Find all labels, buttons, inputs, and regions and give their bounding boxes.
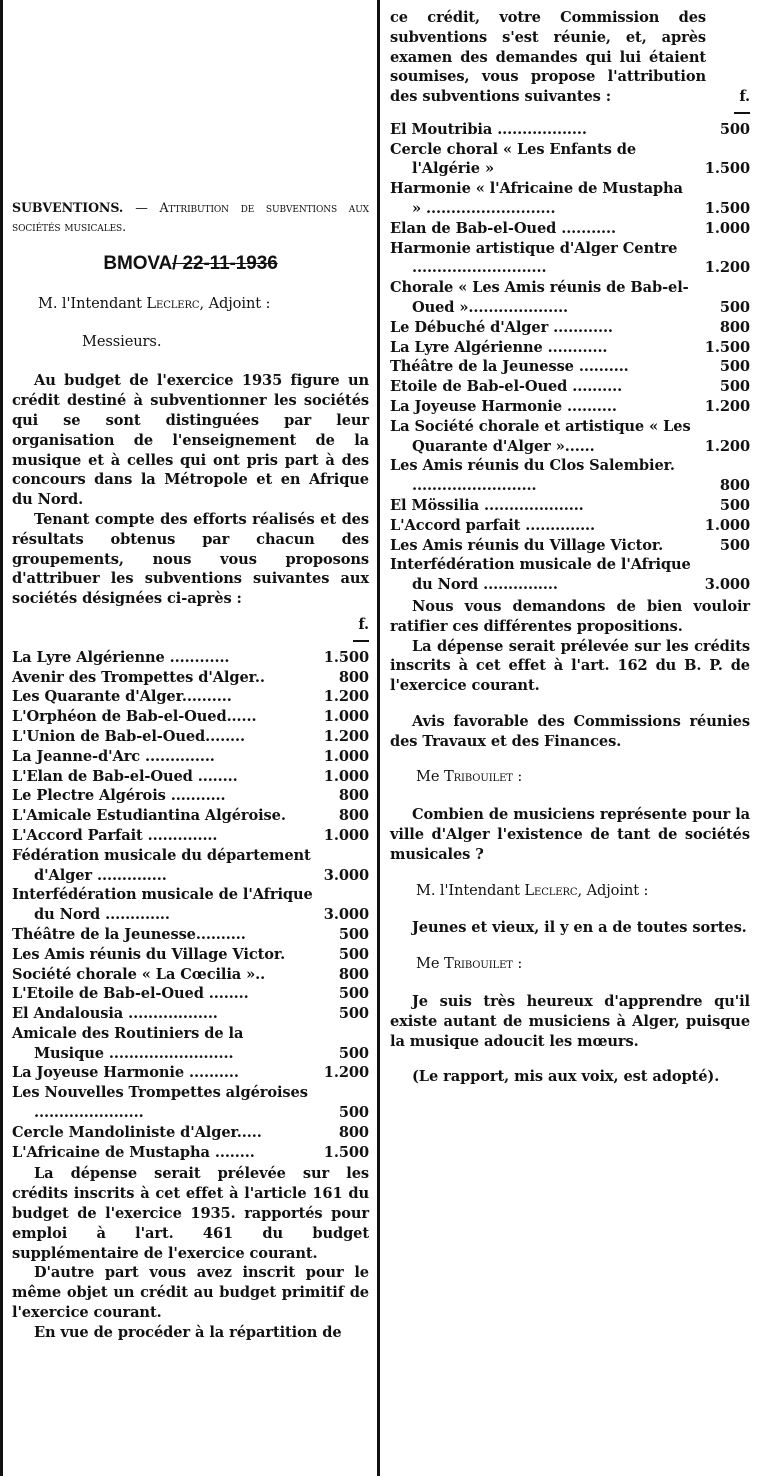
society-name: El Mössilia .................... [390, 496, 584, 514]
table-row [390, 338, 750, 358]
subsidy-amount: 500 [719, 536, 750, 554]
subsidy-amount: 800 [338, 807, 369, 825]
subsidy-amount: 1.500 [704, 160, 750, 178]
salutation: Messieurs. [82, 332, 162, 350]
table-row [390, 496, 750, 516]
table-row [12, 885, 369, 925]
society-name: La Joyeuse Harmonie .......... [12, 1064, 239, 1082]
society-name: L'Accord Parfait .............. [12, 826, 218, 844]
table-row [12, 1123, 369, 1143]
subsidy-amount: 500 [719, 298, 750, 316]
society-name: El Andalousia .................. [12, 1005, 218, 1023]
society-name: La Jeanne-d'Arc .............. [12, 747, 215, 765]
column-divider-rule [377, 0, 380, 1476]
paragraph-avis: Avis favorable des Commissions réunies des Travaux et des Finances. [390, 712, 750, 750]
table-row [390, 536, 750, 556]
society-name: L'Africaine de Mustapha ........ [12, 1143, 255, 1161]
table-row [12, 826, 369, 846]
table-row [12, 747, 369, 767]
society-name: Harmonie artistique d'Alger Centre ........................... [390, 239, 678, 277]
subsidy-amount: 800 [338, 965, 369, 983]
speaker-tribouilet-1: Me Tribouilet : [416, 768, 523, 786]
subsidy-amount: 800 [719, 318, 750, 336]
society-name: Elan de Bab-el-Oued ........... [390, 219, 617, 237]
table-row [390, 318, 750, 338]
table-row [390, 278, 750, 318]
subsidy-amount: 500 [338, 1005, 369, 1023]
paragraph-budget-1935: Au budget de l'exercice 1935 figure un crédit destiné à subventionner les sociétés qui se sont distinguées par leur organisation de l'enseignement de la musique et à celles qui ont pris part à des concours dans la Métropole et en Afrique du Nord. [12, 372, 369, 509]
society-name: Le Débuché d'Alger ............ [390, 318, 613, 336]
paragraph-autre-part: D'autre part vous avez inscrit pour le même objet un crédit au budget primitif de l'exercice courant. [12, 1264, 369, 1322]
society-name: La Lyre Algérienne ............ [12, 648, 230, 666]
society-name: Les Amis réunis du Clos Salembier. ......................... [390, 457, 675, 495]
table-row [12, 846, 369, 886]
subsidy-amount: 1.200 [704, 397, 750, 415]
subsidy-amount: 800 [338, 1123, 369, 1141]
subsidy-amount: 1.000 [323, 826, 369, 844]
society-name: El Moutribia .................. [390, 120, 587, 138]
table-row [12, 1004, 369, 1024]
society-name: Avenir des Trompettes d'Alger.. [12, 668, 265, 686]
table-row [390, 357, 750, 377]
paragraph-depense-2: La dépense serait prélevée sur les crédits inscrits à cet effet à l'art. 162 du B. P. de l'exercice courant. [390, 637, 750, 695]
table-row [12, 668, 369, 688]
society-name: La Société chorale et artistique « Les Quarante d'Alger »...... [390, 417, 691, 455]
subsidy-amount: 500 [338, 945, 369, 963]
subsidy-table-2 [390, 120, 750, 595]
society-name: Chorale « Les Amis réunis de Bab-el-Oued ».................... [390, 279, 689, 316]
subsidy-amount: 1.000 [323, 767, 369, 785]
society-name: Société chorale « La Cœcilia ».. [12, 965, 266, 983]
table-row [12, 945, 369, 965]
society-name: La Lyre Algérienne ............ [390, 338, 608, 356]
subsidy-amount: 500 [338, 1044, 369, 1062]
left-column [12, 0, 369, 1343]
table-row [12, 1083, 369, 1123]
section-title: SUBVENTIONS. — Attribution de subventions aux sociétés musicales. [12, 200, 369, 234]
subsidy-amount: 1.500 [323, 648, 369, 666]
subsidy-amount: 1.200 [323, 688, 369, 706]
table-row [12, 786, 369, 806]
subsidy-amount: 1.000 [704, 516, 750, 534]
subsidy-amount: 1.200 [704, 259, 750, 277]
subsidy-amount: 1.200 [704, 437, 750, 455]
society-name: Théâtre de la Jeunesse.......... [12, 925, 246, 943]
left-margin-rule [0, 0, 3, 1476]
society-name: Les Nouvelles Trompettes algéroises ...................... [12, 1084, 308, 1122]
paragraph-repartition: En vue de procéder à la répartition de [34, 1323, 342, 1341]
subsidy-amount: 1.000 [704, 219, 750, 237]
society-name: Harmonie « l'Africaine de Mustapha » .......................... [390, 180, 683, 217]
table-row [390, 516, 750, 536]
subsidy-amount: 500 [719, 378, 750, 396]
society-name: Etoile de Bab-el-Oued .......... [390, 378, 623, 396]
table-row [12, 648, 369, 668]
table-row [390, 140, 750, 180]
society-name: Les Amis réunis du Village Victor. [12, 945, 286, 963]
subsidy-amount: 1.500 [323, 1143, 369, 1161]
subsidy-table-1 [12, 648, 369, 1163]
table-row [12, 806, 369, 826]
speaker-tribouilet-2: Me Tribouilet : [416, 955, 523, 973]
society-name: L'Amicale Estudiantina Algéroise. [12, 807, 286, 825]
right-column [390, 0, 750, 1087]
society-name: Théâtre de la Jeunesse .......... [390, 358, 629, 376]
paragraph-ratifier: Nous vous demandons de bien vouloir ratifier ces différentes propositions. [390, 597, 750, 635]
society-name: Cercle Mandoliniste d'Alger..... [12, 1123, 262, 1141]
unit-dash [353, 640, 369, 642]
subsidy-amount: 800 [338, 787, 369, 805]
subsidy-amount: 1.000 [323, 708, 369, 726]
subsidy-amount: 500 [719, 358, 750, 376]
table-row [12, 687, 369, 707]
society-name: L'Orphéon de Bab-el-Oued...... [12, 708, 257, 726]
paragraph-question: Combien de musiciens représente pour la ville d'Alger l'existence de tant de sociétés musicales ? [390, 806, 750, 863]
subsidy-amount: 1.200 [323, 727, 369, 745]
subsidy-amount: 500 [338, 925, 369, 943]
paragraph-efforts: Tenant compte des efforts réalisés et des résultats obtenus par chacun des groupements, nous vous proposons d'attribuer les subventions suivantes aux sociétés désignées ci-après : [12, 510, 369, 608]
subsidy-amount: 500 [338, 1104, 369, 1122]
table-row [390, 179, 750, 219]
table-row [390, 239, 750, 279]
paragraph-answer: Jeunes et vieux, il y en a de toutes sortes. [412, 919, 747, 937]
paragraph-depense-1: La dépense serait prélevée sur les crédits inscrits à cet effet à l'article 161 du budget de l'exercice 1935. rapportés pour emploi à l'art. 461 du budget supplémentaire de l'exercice courant. [12, 1165, 369, 1262]
society-name: L'Accord parfait .............. [390, 516, 596, 534]
unit-dash-2 [734, 112, 750, 114]
subsidy-amount: 1.500 [704, 199, 750, 217]
subsidy-amount: 3.000 [323, 906, 369, 924]
society-name: L'Etoile de Bab-el-Oued ........ [12, 985, 249, 1003]
speaker-leclerc-2: M. l'Intendant Leclerc, Adjoint : [416, 881, 649, 899]
table-row [12, 984, 369, 1004]
society-name: L'Elan de Bab-el-Oued ........ [12, 767, 238, 785]
table-row [390, 555, 750, 595]
subsidy-amount: 800 [338, 668, 369, 686]
society-name: Le Plectre Algérois ........... [12, 787, 226, 805]
subsidy-amount: 1.500 [704, 338, 750, 356]
unit-label: f. [358, 615, 369, 633]
archive-reference: BMOVA/ 22-11-1936 [103, 253, 278, 274]
paragraph-conclusion: (Le rapport, mis aux voix, est adopté). [412, 1068, 720, 1086]
table-row [12, 1063, 369, 1083]
subsidy-amount: 500 [719, 120, 750, 138]
table-row [12, 925, 369, 945]
subsidy-amount: 500 [338, 985, 369, 1003]
table-row [12, 727, 369, 747]
table-row [390, 120, 750, 140]
society-name: Cercle choral « Les Enfants de l'Algérie » [390, 140, 637, 178]
speaker-leclerc-1: M. l'Intendant Leclerc, Adjoint : [38, 294, 271, 312]
unit-label-2: f. [739, 87, 750, 105]
table-row [390, 377, 750, 397]
subsidy-amount: 3.000 [704, 576, 750, 594]
table-row [390, 417, 750, 457]
subsidy-amount: 1.000 [323, 747, 369, 765]
subsidy-amount: 1.200 [323, 1064, 369, 1082]
society-name: L'Union de Bab-el-Oued........ [12, 727, 246, 745]
subsidy-amount: 500 [719, 496, 750, 514]
table-row [390, 219, 750, 239]
table-row [390, 397, 750, 417]
table-row [12, 1143, 369, 1163]
table-row [12, 767, 369, 787]
table-row [12, 1024, 369, 1064]
society-name: Interfédération musicale de l'Afrique du Nord ............... [390, 556, 691, 594]
table-row [12, 707, 369, 727]
society-name: Les Quarante d'Alger.......... [12, 688, 232, 706]
paragraph-commission: ce crédit, votre Commission des subventions s'est réunie, et, après examen des demandes qui lui étaient soumises, vous propose l'attribution des subventions suivantes : [390, 9, 706, 106]
table-row [390, 456, 750, 496]
society-name: Les Amis réunis du Village Victor. [390, 536, 664, 554]
paragraph-reply: Je suis très heureux d'apprendre qu'il existe autant de musiciens à Alger, puisque la musique adoucit les mœurs. [390, 993, 750, 1050]
society-name: La Joyeuse Harmonie .......... [390, 397, 617, 415]
society-name: Fédération musicale du département d'Alger .............. [12, 846, 311, 884]
subsidy-amount: 800 [719, 477, 750, 495]
table-row [12, 965, 369, 985]
society-name: Interfédération musicale de l'Afrique du Nord ............. [12, 886, 313, 924]
subsidy-amount: 3.000 [323, 866, 369, 884]
society-name: Amicale des Routiniers de la Musique ......................... [12, 1024, 244, 1062]
